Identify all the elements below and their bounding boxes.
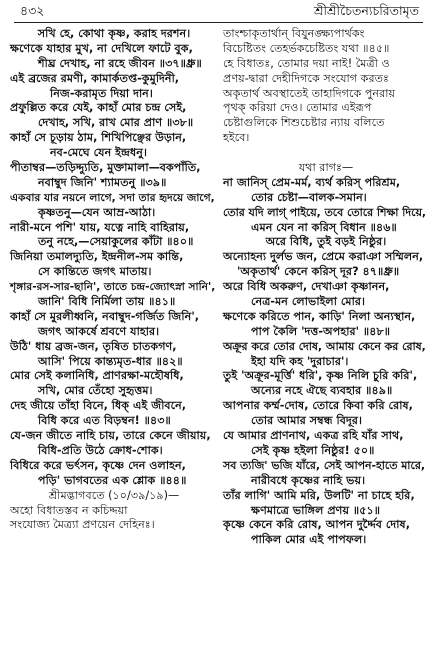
- text-line: কাহাঁ সে চূড়ায় ঠাম, শিখিপিঞ্ছের উড়ান,: [10, 131, 187, 145]
- text-line: প্রফুল্লিত করে যেই, কাহাঁ মোর চন্দ্র সেই,: [10, 101, 187, 115]
- text-line: কৃষ্ণতনু—যেন আম্র-আঠা।: [38, 205, 156, 219]
- text-line: ক্ষণেকে যাহার মুখ, না দেখিলে ফাটে বুক,: [10, 41, 193, 55]
- text-line: তোর আমার সম্বন্ধ বিদূর।: [251, 414, 362, 428]
- text-line: 'অকৃতার্থ' কেনে করিস্ দূর? ৪৭॥ধ্রু॥: [237, 265, 400, 279]
- text-line: নেত্র-মন লোভাইলা মোর।: [251, 295, 366, 309]
- text-line: নবাম্বুদ জিনি' শ্যামতনু ॥৩৯॥: [38, 175, 167, 189]
- text-line: অক্রূর করে তোর দোষ, আমায় কেনে কর রোষ,: [223, 339, 426, 353]
- text-line: যে আমার প্রাণনাথ, একত্র রহি যাঁর সাথ,: [223, 429, 404, 443]
- text-line: নারীবধে কৃষ্ণের নাহি ভয়।: [251, 473, 366, 487]
- text-line: পড়ি' ভাগবতের এক শ্লোক ॥৪৪॥: [38, 473, 187, 487]
- text-line: চেষ্টাগুলিকে শিশুচেষ্টার ন্যায় বলিতে: [223, 116, 385, 130]
- text-line: পাপ কৈলি 'দত্ত-অপহার' ॥৪৮॥: [251, 324, 391, 338]
- text-line: জানি' বিধি নির্মিলা তায় ॥৪১॥: [38, 295, 176, 309]
- header-rule: [14, 22, 423, 23]
- running-title: শ্রীশ্রীচৈতন্যচরিতামৃত: [314, 3, 419, 18]
- text-line: সখি হে, কোথা কৃষ্ণ, করাহ দরশন।: [37, 27, 191, 40]
- text-line: আপনার কর্ম্ম-দোষ, তোরে কিবা করি রোষ,: [223, 399, 413, 413]
- text-line: সখি, মোর তেঁহো সুহৃত্তম।: [38, 384, 153, 398]
- text-line: অহো বিধাতস্তব ন কচিদ্দয়া: [10, 503, 128, 517]
- text-line: সে কান্তিতে জগৎ মাতায়।: [38, 265, 152, 279]
- text-line: আসি' পিয়ে কান্ত্যমৃত-ধার ॥৪২॥: [38, 354, 183, 368]
- text-line: যথা রাগঃ—: [298, 161, 354, 175]
- text-line: অকৃতার্থ অবস্থাতেই তাহাদিগকে পুনরায়: [223, 86, 396, 100]
- text-line: প্রণয়-দ্বারা দেহীদিগকে সংযোগ করতঃ: [223, 71, 389, 85]
- text-line: শীঘ্র দেখাহ, না রহে জীবন ॥৩৭॥ধ্রু॥: [38, 56, 202, 70]
- text-line: পাকিল মোর এই পাপফল।: [251, 533, 367, 547]
- text-line: দেখাহ, সখি, রাখ মোর প্রাণ ॥৩৮॥: [38, 116, 194, 130]
- text-line: শৃঙ্গার-রস-সার-ছানি', তাতে চন্দ্র-জ্যোৎস্না সানি',: [10, 281, 216, 294]
- text-line: সংযোজ্য মৈত্র্যা প্রণয়েন দেহিনঃ।: [10, 518, 155, 532]
- text-line: বিধি-প্রতি উঠে ক্রোধ-শোক।: [38, 443, 163, 457]
- text-line: পীতাম্বর—তড়িদ্দ্যুতি, মুক্তামালা—বকপাঁতি,: [10, 161, 201, 175]
- text-line: শ্রীমদ্ভাগবতে (১০/৩৯/১৯)—: [48, 488, 180, 502]
- text-line: নব-মেঘে যেন ইন্দ্রধনু।: [50, 146, 147, 160]
- text-line: বিধি করে এত বিড়ম্বন! ॥৪৩॥: [38, 414, 171, 428]
- text-line: অরে বিধি অকরুণ, দেখাঞা কৃষ্ণানন,: [223, 280, 390, 294]
- page-header: [0, 0, 435, 22]
- page-number: ৪৩২: [20, 3, 45, 18]
- text-line: জগৎ আকর্ষে শ্রবণে যাহার।: [38, 324, 160, 338]
- text-line: ক্ষণেকে করিতে পান, কাড়ি' নিলা অন্যস্থান,: [223, 309, 416, 323]
- right-column: [223, 27, 429, 548]
- text-line: সেই কৃষ্ণ হইলা নিষ্ঠুর! ৫০॥: [251, 443, 375, 457]
- text-line: না জানিস্ প্রেম-মর্ম, ব্যর্থ করিস্ পরিশ্রম,: [223, 175, 401, 189]
- text-line: নারী-মনে পশি' যায়, যত্নে নাহি বাহিরায়,: [10, 220, 190, 234]
- text-line: হে বিধাতঃ, তোমার দয়া নাই! মৈত্রী ও: [223, 56, 390, 70]
- text-line: ক্ষণমাত্রে ভাঙ্গিল প্রণয় ॥৫১॥: [251, 503, 381, 517]
- text-line: তুই 'অক্রূর-মূর্ত্তি' ধরি', কৃষ্ণ নিলি চুরি করি',: [223, 369, 418, 383]
- text-line: তোর যদি লাগ্ পাইয়ে, তবে তোরে শিক্ষা দিয়ে,: [223, 205, 427, 219]
- text-line: এই ব্রজের রমণী, কামার্কতপ্ত-কুমুদিনী,: [10, 71, 180, 85]
- text-line: পৃথক্ করিয়া দেও। তোমার এইরূপ: [223, 101, 372, 115]
- text-line: নিজ-করামৃত দিয়া দান।: [50, 86, 153, 100]
- text-line: তাঁর লাগি' আমি মরি, উলটি' না চাহে হরি,: [223, 488, 415, 502]
- text-line: বিচেষ্টিতং তেহর্ভকচেষ্টিতং যথা ॥৪৫॥: [223, 41, 390, 55]
- text-line: তাংশ্চাকৃতার্থান্ বিযুনঙ্ক্ষ্যপার্থকং: [223, 27, 365, 40]
- text-line: তনু নহে,—সেয়াকুলের কাঁটা ॥৪০॥: [38, 235, 194, 249]
- text-line: কাহাঁ সে মুরলীধ্বনি, নবাম্বুদ-গর্জিত জিনি',: [10, 309, 199, 323]
- text-line: অন্যোহন্য দুর্লভ জন, প্রেমে করাঞা সম্মিলন,: [223, 250, 424, 264]
- text-line: ইহা যদি কহ 'দুরাচার'।: [251, 354, 349, 368]
- text-line: জিনিয়া তমালদ্যুতি, ইন্দ্রনীল-সম কান্তি,: [10, 250, 184, 264]
- text-line: কৃষ্ণে কেনে করি রোষ, আপন দুর্দ্দৈব দোষ,: [223, 518, 410, 532]
- text-line: উঠি' ধায় ব্রজ-জন, তৃষিত চাতকগণ,: [10, 339, 177, 353]
- text-line: একবার যার নয়নে লাগে, সদা তার হৃদয়ে জাগে,: [10, 191, 215, 204]
- text-line: বিধিরে করে ভর্ৎসন, কৃষ্ণে দেন ওলাহন,: [10, 458, 186, 472]
- text-line: তোর চেষ্টা—বালক-সমান।: [251, 190, 367, 204]
- text-line: এমন যেন না করিস্ বিধান ॥৪৬॥: [251, 220, 397, 234]
- text-line: অন্যের নহে ঐছে ব্যবহার ॥৪৯॥: [251, 384, 393, 398]
- text-line: যে-জন জীতে নাহি চায়, তারে কেনে জীয়ায়,: [10, 429, 211, 443]
- text-line: দেহ জীয়ে তাঁহা বিনে, ধিক্ এই জীবনে,: [10, 399, 187, 413]
- text-line: অরে বিধি, তুই বড়ই নিষ্ঠুর।: [265, 235, 387, 249]
- text-line: মোর সেই কলানিধি, প্রাণরক্ষা-মহৌষধি,: [10, 369, 184, 383]
- left-column: [10, 27, 218, 533]
- text-line: সব ত্যজি' ভজি যাঁরে, সেই আপন-হাতে মারে,: [223, 458, 425, 472]
- text-line: হইবে।: [223, 131, 250, 145]
- text-line: [223, 146, 429, 161]
